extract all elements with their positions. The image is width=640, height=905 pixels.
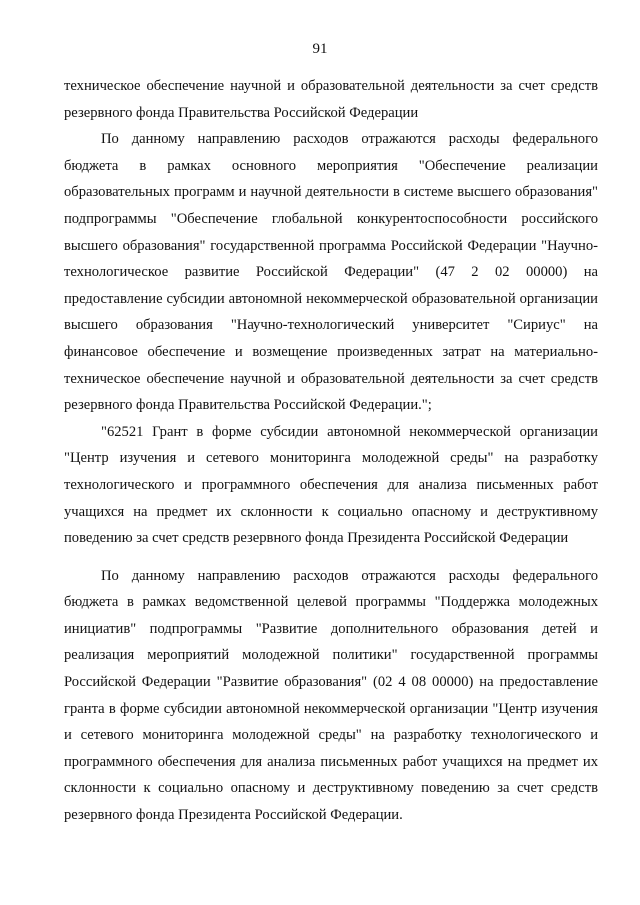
paragraph-4: По данному направлению расходов отражаются расходы федерального бюджета в рамках ведомственной целевой программы "Поддержка молодежных инициатив" подпрограммы "Развитие дополнительного образования детей и реализация мероприятий молодежной политики" государственной программы Российской Федерации "Развитие образования" (02 4 08 00000) на предоставление гранта в форме субсидии автономной некоммерческой организации "Центр изучения и сетевого мониторинга молодежной среды" на разработку технологического и программного обеспечения для анализа письменных работ учащихся на предмет их склонности к социально опасному и деструктивному поведению за счет средств резервного фонда Президента Российской Федерации. xyxy=(64,567,598,824)
paragraph-3: "62521 Грант в форме субсидии автономной некоммерческой организации "Центр изучения и сетевого мониторинга молодежной среды" на разработку технологического и программного обеспечения для анализа письменных работ учащихся на предмет их склонности к социально опасному и деструктивному поведению за счет средств резервного фонда Президента Российской Федерации xyxy=(64,423,598,547)
paragraph-2: По данному направлению расходов отражаются расходы федерального бюджета в рамках основного мероприятия "Обеспечение реализации образовательных программ и научной деятельности в системе высшего образования" подпрограммы "Обеспечение глобальной конкурентоспособности российского высшего образования" государственной программа Российской Федерации "Научно-технологическое развитие Российской Федерации" (47 2 02 00000) на предоставление субсидии автономной некоммерческой образовательной организации высшего образования "Научно-технологический университет "Сириус" на финансовое обеспечение и возмещение произведенных затрат на материально-техническое обеспечение научной и образовательной деятельности за счет средств резервного фонда Правительства Российской Федерации."; xyxy=(64,131,598,414)
page-number: 91 xyxy=(312,41,328,57)
paragraph-1: техническое обеспечение научной и образовательной деятельности за счет средств резервного фонда Правительства Российской Федерации xyxy=(64,78,598,121)
document-body xyxy=(64,73,598,829)
